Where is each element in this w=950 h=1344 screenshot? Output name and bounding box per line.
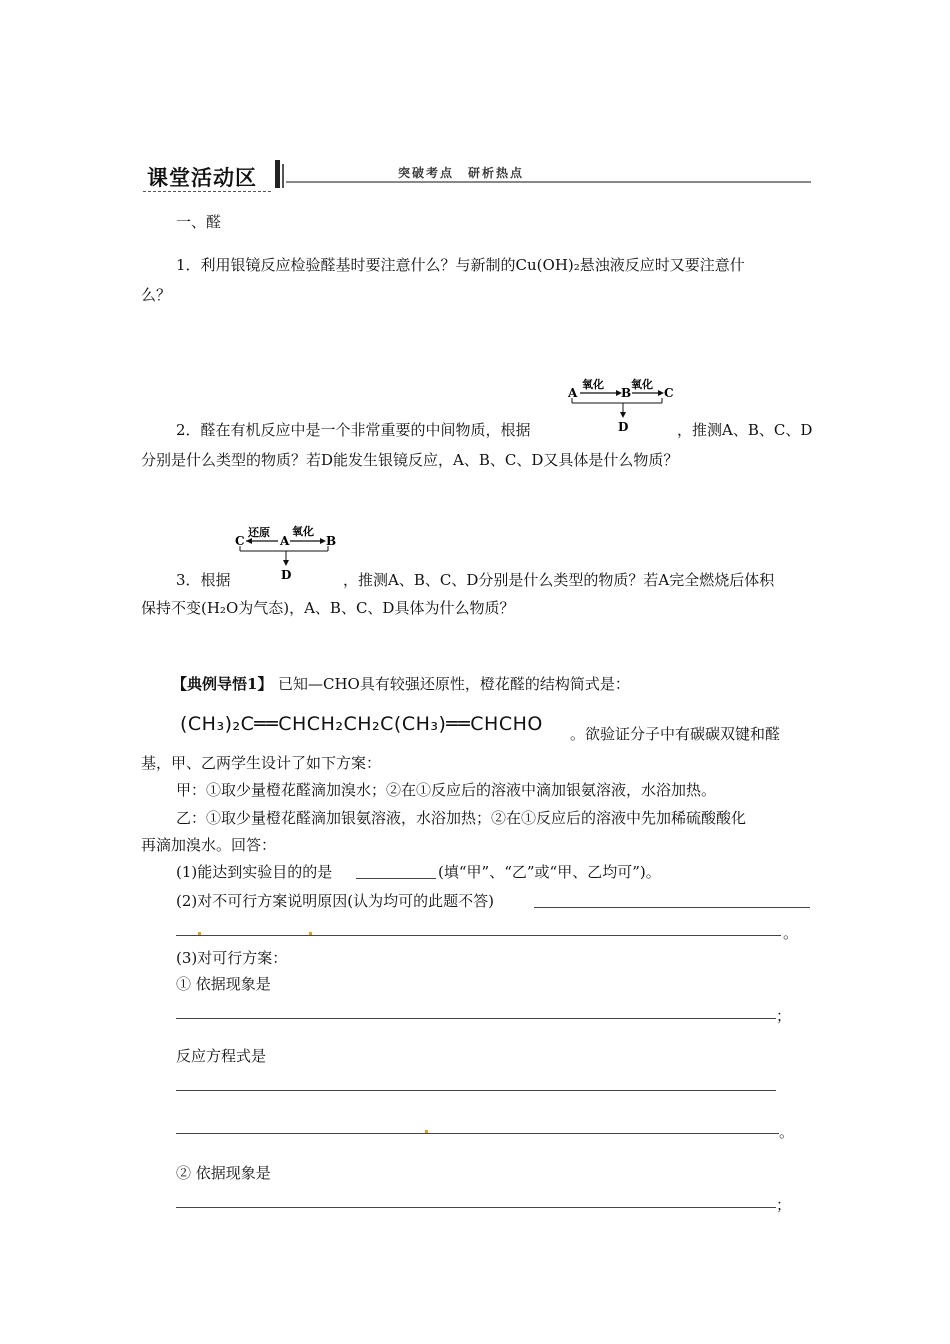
sub-question-3-equation: 反应方程式是 bbox=[176, 1047, 267, 1065]
sub-question-2-period: 。 bbox=[783, 924, 799, 942]
sub-question-1-prefix: (1)能达到实验目的的是 bbox=[176, 863, 333, 881]
q3-arrow-label-1: 还原 bbox=[248, 526, 270, 539]
question-2-line-2: 分别是什么类型的物质？若D能发生银镜反应，A、B、C、D又具体是什么物质？ bbox=[141, 451, 679, 469]
q3-node-a: A bbox=[280, 534, 290, 548]
question-2-line-1-prefix: 2．醛在有机反应中是一个非常重要的中间物质，根据 bbox=[176, 421, 531, 439]
equation-blank-2[interactable] bbox=[176, 1133, 779, 1134]
question-1-line-2: 么？ bbox=[141, 286, 172, 304]
sub-question-2-blank-1[interactable] bbox=[534, 907, 810, 908]
section-header-subtitle: 突破考点 研析热点 bbox=[398, 166, 525, 180]
sub-question-1-blank[interactable] bbox=[356, 878, 436, 879]
example-line-3: 基，甲、乙两学生设计了如下方案： bbox=[141, 754, 382, 772]
plan-yi-line-1: 乙：①取少量橙花醛滴加银氨溶液，水浴加热；②在①反应后的溶液中先加稀硫酸酸化 bbox=[176, 809, 747, 827]
q2-reaction-diagram bbox=[566, 376, 676, 436]
question-3-line-2: 保持不变(H₂O为气态)，A、B、C、D具体为什么物质？ bbox=[141, 599, 515, 617]
q2-arrow-label-2: 氧化 bbox=[631, 378, 653, 391]
structural-formula: (CH₃)₂C══CHCH₂CH₂C(CH₃)══CHCHO bbox=[180, 713, 543, 735]
q3-node-b: B bbox=[326, 534, 337, 548]
q2-node-c: C bbox=[664, 386, 674, 400]
header-rule bbox=[286, 181, 811, 183]
plan-yi-line-2: 再滴加溴水。回答： bbox=[141, 836, 277, 854]
section-heading: 一、醛 bbox=[176, 213, 222, 231]
header-title-underline bbox=[143, 191, 271, 192]
header-bar-thin bbox=[282, 164, 284, 188]
header-bar bbox=[275, 160, 280, 188]
mark-dot bbox=[309, 932, 312, 935]
q3-node-c: C bbox=[235, 534, 245, 548]
example-label: 【典例导悟1】 bbox=[172, 675, 273, 693]
q3-arrow-label-2: 氧化 bbox=[292, 525, 314, 538]
q2-node-a: A bbox=[568, 386, 578, 400]
sub-question-3-2-blank[interactable] bbox=[176, 1207, 776, 1208]
question-3-line-1-prefix: 3．根据 bbox=[176, 571, 231, 589]
sub-question-3-2-semicolon: ； bbox=[776, 1196, 792, 1214]
question-1-line-1: 1．利用银镜反应检验醛基时要注意什么？与新制的Cu(OH)₂悬浊液反应时又要注意什 bbox=[176, 256, 745, 274]
q3-reaction-diagram bbox=[232, 524, 342, 584]
sub-question-3-1-semicolon: ； bbox=[776, 1007, 792, 1025]
sub-question-1-suffix: (填“甲”、“乙”或“甲、乙均可”)。 bbox=[438, 863, 661, 881]
sub-question-2: (2)对不可行方案说明原因(认为均可的此题不答) bbox=[176, 892, 494, 910]
mark-dot bbox=[425, 1130, 428, 1133]
section-header-title: 课堂活动区 bbox=[147, 166, 257, 190]
sub-question-3-1: ① 依据现象是 bbox=[176, 975, 271, 993]
plan-jia: 甲：①取少量橙花醛滴加溴水；②在①反应后的溶液中滴加银氨溶液，水浴加热。 bbox=[176, 781, 717, 799]
question-2-line-1-suffix: ，推测A、B、C、D bbox=[677, 421, 813, 439]
example-after-formula: 。欲验证分子中有碳碳双键和醛 bbox=[570, 725, 781, 743]
sub-question-2-blank-2[interactable] bbox=[176, 935, 781, 936]
question-3-line-1-suffix: ，推测A、B、C、D分别是什么类型的物质？若A完全燃烧后体积 bbox=[343, 571, 775, 589]
q2-node-d: D bbox=[618, 420, 629, 434]
equation-blank-1[interactable] bbox=[176, 1090, 776, 1091]
equation-period: 。 bbox=[779, 1123, 795, 1141]
mark-dot bbox=[198, 932, 201, 935]
q3-node-d: D bbox=[281, 568, 292, 582]
q2-arrow-label-1: 氧化 bbox=[582, 378, 604, 391]
sub-question-3-1-blank[interactable] bbox=[176, 1018, 776, 1019]
q2-node-b: B bbox=[621, 386, 632, 400]
sub-question-3-2: ② 依据现象是 bbox=[176, 1164, 271, 1182]
sub-question-3: (3)对可行方案： bbox=[176, 949, 288, 967]
example-intro: 已知—CHO具有较强还原性，橙花醛的结构简式是： bbox=[278, 675, 630, 693]
